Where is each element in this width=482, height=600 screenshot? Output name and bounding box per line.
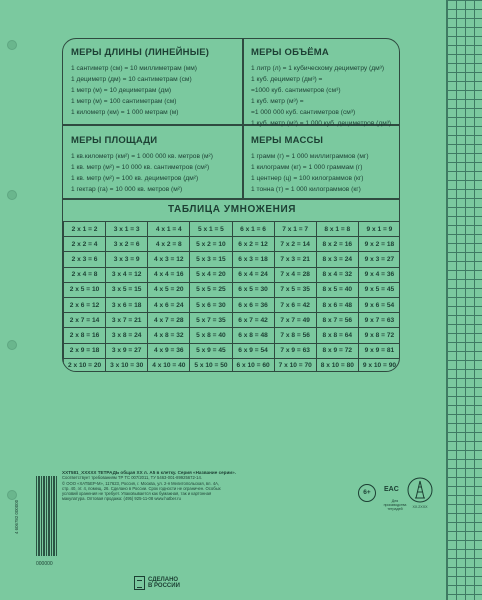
multiplication-cell: 5 x 10 = 50 [190, 358, 232, 372]
multiplication-cell: 5 x 5 = 25 [190, 282, 232, 297]
mass-line: 1 грамм (г) = 1 000 миллиграммов (мг) [251, 153, 369, 160]
made-in-line: В РОССИИ [148, 583, 180, 589]
multiplication-cell: 9 x 1 = 9 [358, 222, 400, 237]
imprint-head: ХХТ581_ХХХХХ ТЕТРАДЬ общая ХХ л. А5 в клетку. Серия «Название серии». [62, 470, 236, 475]
multiplication-cell: 6 x 1 = 6 [232, 222, 274, 237]
multiplication-cell: 4 x 3 = 12 [148, 252, 190, 267]
multiplication-row [64, 297, 401, 312]
length-line: 1 дециметр (дм) = 10 сантиметрам (см) [71, 76, 192, 83]
length-line: 1 сантиметр (см) = 10 миллиметрам (мм) [71, 65, 197, 72]
area-measures-title: МЕРЫ ПЛОЩАДИ [71, 135, 158, 146]
mass-line: 1 тонна (т) = 1 000 килограммов (кг) [251, 186, 361, 193]
multiplication-cell: 2 x 4 = 8 [64, 267, 106, 282]
length-line: 1 километр (км) = 1 000 метрам (м) [71, 109, 179, 116]
multiplication-cell: 2 x 7 = 14 [64, 313, 106, 328]
volume-line: 1 литр (л) = 1 кубическому дециметру (дм³) [251, 65, 385, 72]
length-line: 1 метр (м) = 100 сантиметрам (см) [71, 98, 177, 105]
multiplication-cell: 7 x 9 = 63 [274, 343, 316, 358]
multiplication-cell: 6 x 9 = 54 [232, 343, 274, 358]
multiplication-cell: 8 x 4 = 32 [316, 267, 358, 282]
eco-number: ХХ.2ХХХ [412, 505, 428, 509]
multiplication-cell: 3 x 7 = 21 [106, 313, 148, 328]
multiplication-cell: 8 x 7 = 56 [316, 313, 358, 328]
multiplication-cell: 9 x 5 = 45 [358, 282, 400, 297]
made-in-line: СДЕЛАНО [148, 576, 179, 583]
multiplication-row [64, 343, 401, 358]
binding-hole [7, 340, 17, 350]
multiplication-row [64, 358, 401, 372]
multiplication-cell: 5 x 2 = 10 [190, 237, 232, 252]
multiplication-cell: 4 x 2 = 8 [148, 237, 190, 252]
multiplication-cell: 7 x 8 = 56 [274, 328, 316, 343]
multiplication-cell: 8 x 5 = 40 [316, 282, 358, 297]
multiplication-cell: 8 x 2 = 16 [316, 237, 358, 252]
mass-measures-title: МЕРЫ МАССЫ [251, 135, 324, 146]
volume-line: =1 000 000 куб. сантиметров (см³) [251, 109, 356, 116]
imprint-line: макулатура. Оптовая продажа: (495) 925-11-08 www.hatber.ru [62, 496, 181, 502]
multiplication-cell: 2 x 9 = 18 [64, 343, 106, 358]
multiplication-cell: 8 x 6 = 48 [316, 297, 358, 312]
multiplication-cell: 4 x 10 = 40 [148, 358, 190, 372]
made-in-russia-text [148, 577, 180, 590]
eac-caption: Для производства тетрадей [383, 499, 407, 511]
multiplication-cell: 2 x 6 = 12 [64, 297, 106, 312]
tower-eco-icon [407, 477, 433, 503]
volume-line: 1 куб. дециметр (дм³) = [251, 76, 323, 83]
multiplication-cell: 8 x 10 = 80 [316, 358, 358, 372]
multiplication-cell: 5 x 7 = 35 [190, 313, 232, 328]
multiplication-cell: 7 x 7 = 49 [274, 313, 316, 328]
multiplication-cell: 4 x 7 = 28 [148, 313, 190, 328]
multiplication-cell: 9 x 2 = 18 [358, 237, 400, 252]
multiplication-cell: 2 x 1 = 2 [64, 222, 106, 237]
volume-line: 1 куб. метр (м³) = [251, 98, 304, 105]
multiplication-cell: 9 x 9 = 81 [358, 343, 400, 358]
multiplication-cell: 3 x 5 = 15 [106, 282, 148, 297]
multiplication-cell: 4 x 9 = 36 [148, 343, 190, 358]
multiplication-cell: 6 x 8 = 48 [232, 328, 274, 343]
multiplication-cell: 2 x 3 = 6 [64, 252, 106, 267]
product-code: 000000 [36, 561, 53, 567]
area-line: 1 гектар (га) = 10 000 кв. метров (м²) [71, 186, 183, 193]
multiplication-cell: 7 x 3 = 21 [274, 252, 316, 267]
age-rating-badge: 6+ [358, 484, 376, 502]
mass-line: 1 центнер (ц) = 100 килограммов (кг) [251, 175, 364, 182]
multiplication-cell: 3 x 6 = 18 [106, 297, 148, 312]
multiplication-cell: 6 x 10 = 60 [232, 358, 274, 372]
multiplication-cell: 4 x 6 = 24 [148, 297, 190, 312]
imprint-line: стр. 40, эт. 4, помещ. 26. Сделано в России. Срок годности не ограничен. Особых [62, 485, 221, 491]
multiplication-cell: 7 x 6 = 42 [274, 297, 316, 312]
multiplication-cell: 2 x 10 = 20 [64, 358, 106, 372]
multiplication-cell: 3 x 3 = 9 [106, 252, 148, 267]
area-line: 1 кв.километр (км²) = 1 000 000 кв. метров (м²) [71, 153, 213, 160]
multiplication-cell: 8 x 9 = 72 [316, 343, 358, 358]
multiplication-table [63, 221, 400, 372]
multiplication-cell: 6 x 7 = 42 [232, 313, 274, 328]
multiplication-cell: 7 x 4 = 28 [274, 267, 316, 282]
multiplication-cell: 4 x 4 = 16 [148, 267, 190, 282]
grid-paper-strip [446, 0, 482, 600]
multiplication-cell: 5 x 8 = 40 [190, 328, 232, 343]
mass-line: 1 килограмм (кг) = 1 000 граммам (г) [251, 164, 363, 171]
multiplication-cell: 9 x 4 = 36 [358, 267, 400, 282]
multiplication-cell: 5 x 3 = 15 [190, 252, 232, 267]
reference-tables-frame [62, 38, 400, 372]
multiplication-row [64, 222, 401, 237]
multiplication-cell: 7 x 1 = 7 [274, 222, 316, 237]
multiplication-cell: 4 x 1 = 4 [148, 222, 190, 237]
multiplication-cell: 7 x 10 = 70 [274, 358, 316, 372]
multiplication-cell: 6 x 5 = 30 [232, 282, 274, 297]
made-in-russia-mark [134, 575, 180, 591]
multiplication-cell: 9 x 7 = 63 [358, 313, 400, 328]
multiplication-cell: 3 x 4 = 12 [106, 267, 148, 282]
multiplication-cell: 6 x 2 = 12 [232, 237, 274, 252]
multiplication-cell: 5 x 1 = 5 [190, 222, 232, 237]
multiplication-cell: 8 x 3 = 24 [316, 252, 358, 267]
multiplication-cell: 3 x 1 = 3 [106, 222, 148, 237]
multiplication-cell: 2 x 2 = 4 [64, 237, 106, 252]
length-line: 1 метр (м) = 10 дециметрам (дм) [71, 87, 172, 94]
multiplication-cell: 3 x 9 = 27 [106, 343, 148, 358]
volume-measures-title: МЕРЫ ОБЪЁМА [251, 47, 329, 58]
multiplication-cell: 3 x 10 = 30 [106, 358, 148, 372]
multiplication-cell: 9 x 6 = 54 [358, 297, 400, 312]
multiplication-row [64, 282, 401, 297]
imprint-line: © ООО «ХАТБЕР-М», 117623, Россия, г. Москва, ул. 2-я Мелитопольская, вл. 4А, [62, 480, 220, 486]
multiplication-cell: 3 x 2 = 6 [106, 237, 148, 252]
made-in-russia-icon [134, 576, 145, 590]
area-line: 1 кв. метр (м²) = 100 кв. дециметров (дм²) [71, 175, 199, 182]
multiplication-cell: 9 x 3 = 27 [358, 252, 400, 267]
binding-hole [7, 40, 17, 50]
multiplication-cell: 2 x 8 = 16 [64, 328, 106, 343]
eac-mark-icon: EAC [384, 486, 399, 493]
multiplication-cell: 7 x 2 = 14 [274, 237, 316, 252]
volume-line: 1 куб. метр (м³) = 1 000 куб. дециметров (дм³) [251, 120, 392, 127]
multiplication-cell: 9 x 10 = 90 [358, 358, 400, 372]
multiplication-cell: 9 x 8 = 72 [358, 328, 400, 343]
multiplication-cell: 4 x 8 = 32 [148, 328, 190, 343]
imprint-line: условий хранения не требует. Упаковывается как бумажная, так и картонная [62, 491, 212, 497]
binding-hole [7, 190, 17, 200]
multiplication-cell: 6 x 6 = 36 [232, 297, 274, 312]
imprint-line: Соответствует требованиям ТР ТС 007/2011, ТУ 5463-001-89925672-14. [62, 475, 202, 481]
multiplication-cell: 6 x 3 = 18 [232, 252, 274, 267]
volume-line: =1000 куб. сантиметров (см³) [251, 87, 341, 94]
multiplication-table-title: ТАБЛИЦА УМНОЖЕНИЯ [167, 204, 297, 215]
multiplication-cell: 7 x 5 = 35 [274, 282, 316, 297]
length-measures-title: МЕРЫ ДЛИНЫ (ЛИНЕЙНЫЕ) [71, 47, 210, 58]
length-measures-box [63, 39, 243, 125]
area-line: 1 кв. метр (м²) = 10 000 кв. сантиметров (см²) [71, 164, 210, 171]
multiplication-row [64, 237, 401, 252]
multiplication-cell: 5 x 4 = 20 [190, 267, 232, 282]
volume-measures-box [243, 39, 400, 125]
multiplication-cell: 4 x 5 = 20 [148, 282, 190, 297]
barcode-icon [36, 476, 58, 556]
multiplication-cell: 8 x 8 = 64 [316, 328, 358, 343]
multiplication-cell: 6 x 4 = 24 [232, 267, 274, 282]
multiplication-cell: 5 x 6 = 30 [190, 297, 232, 312]
multiplication-cell: 8 x 1 = 8 [316, 222, 358, 237]
imprint-text [62, 470, 362, 502]
multiplication-cell: 3 x 8 = 24 [106, 328, 148, 343]
multiplication-row [64, 328, 401, 343]
multiplication-row [64, 313, 401, 328]
multiplication-row [64, 252, 401, 267]
barcode-number: 4 606782 000000 [14, 499, 19, 535]
multiplication-cell: 2 x 5 = 10 [64, 282, 106, 297]
multiplication-cell: 5 x 9 = 45 [190, 343, 232, 358]
multiplication-row [64, 267, 401, 282]
